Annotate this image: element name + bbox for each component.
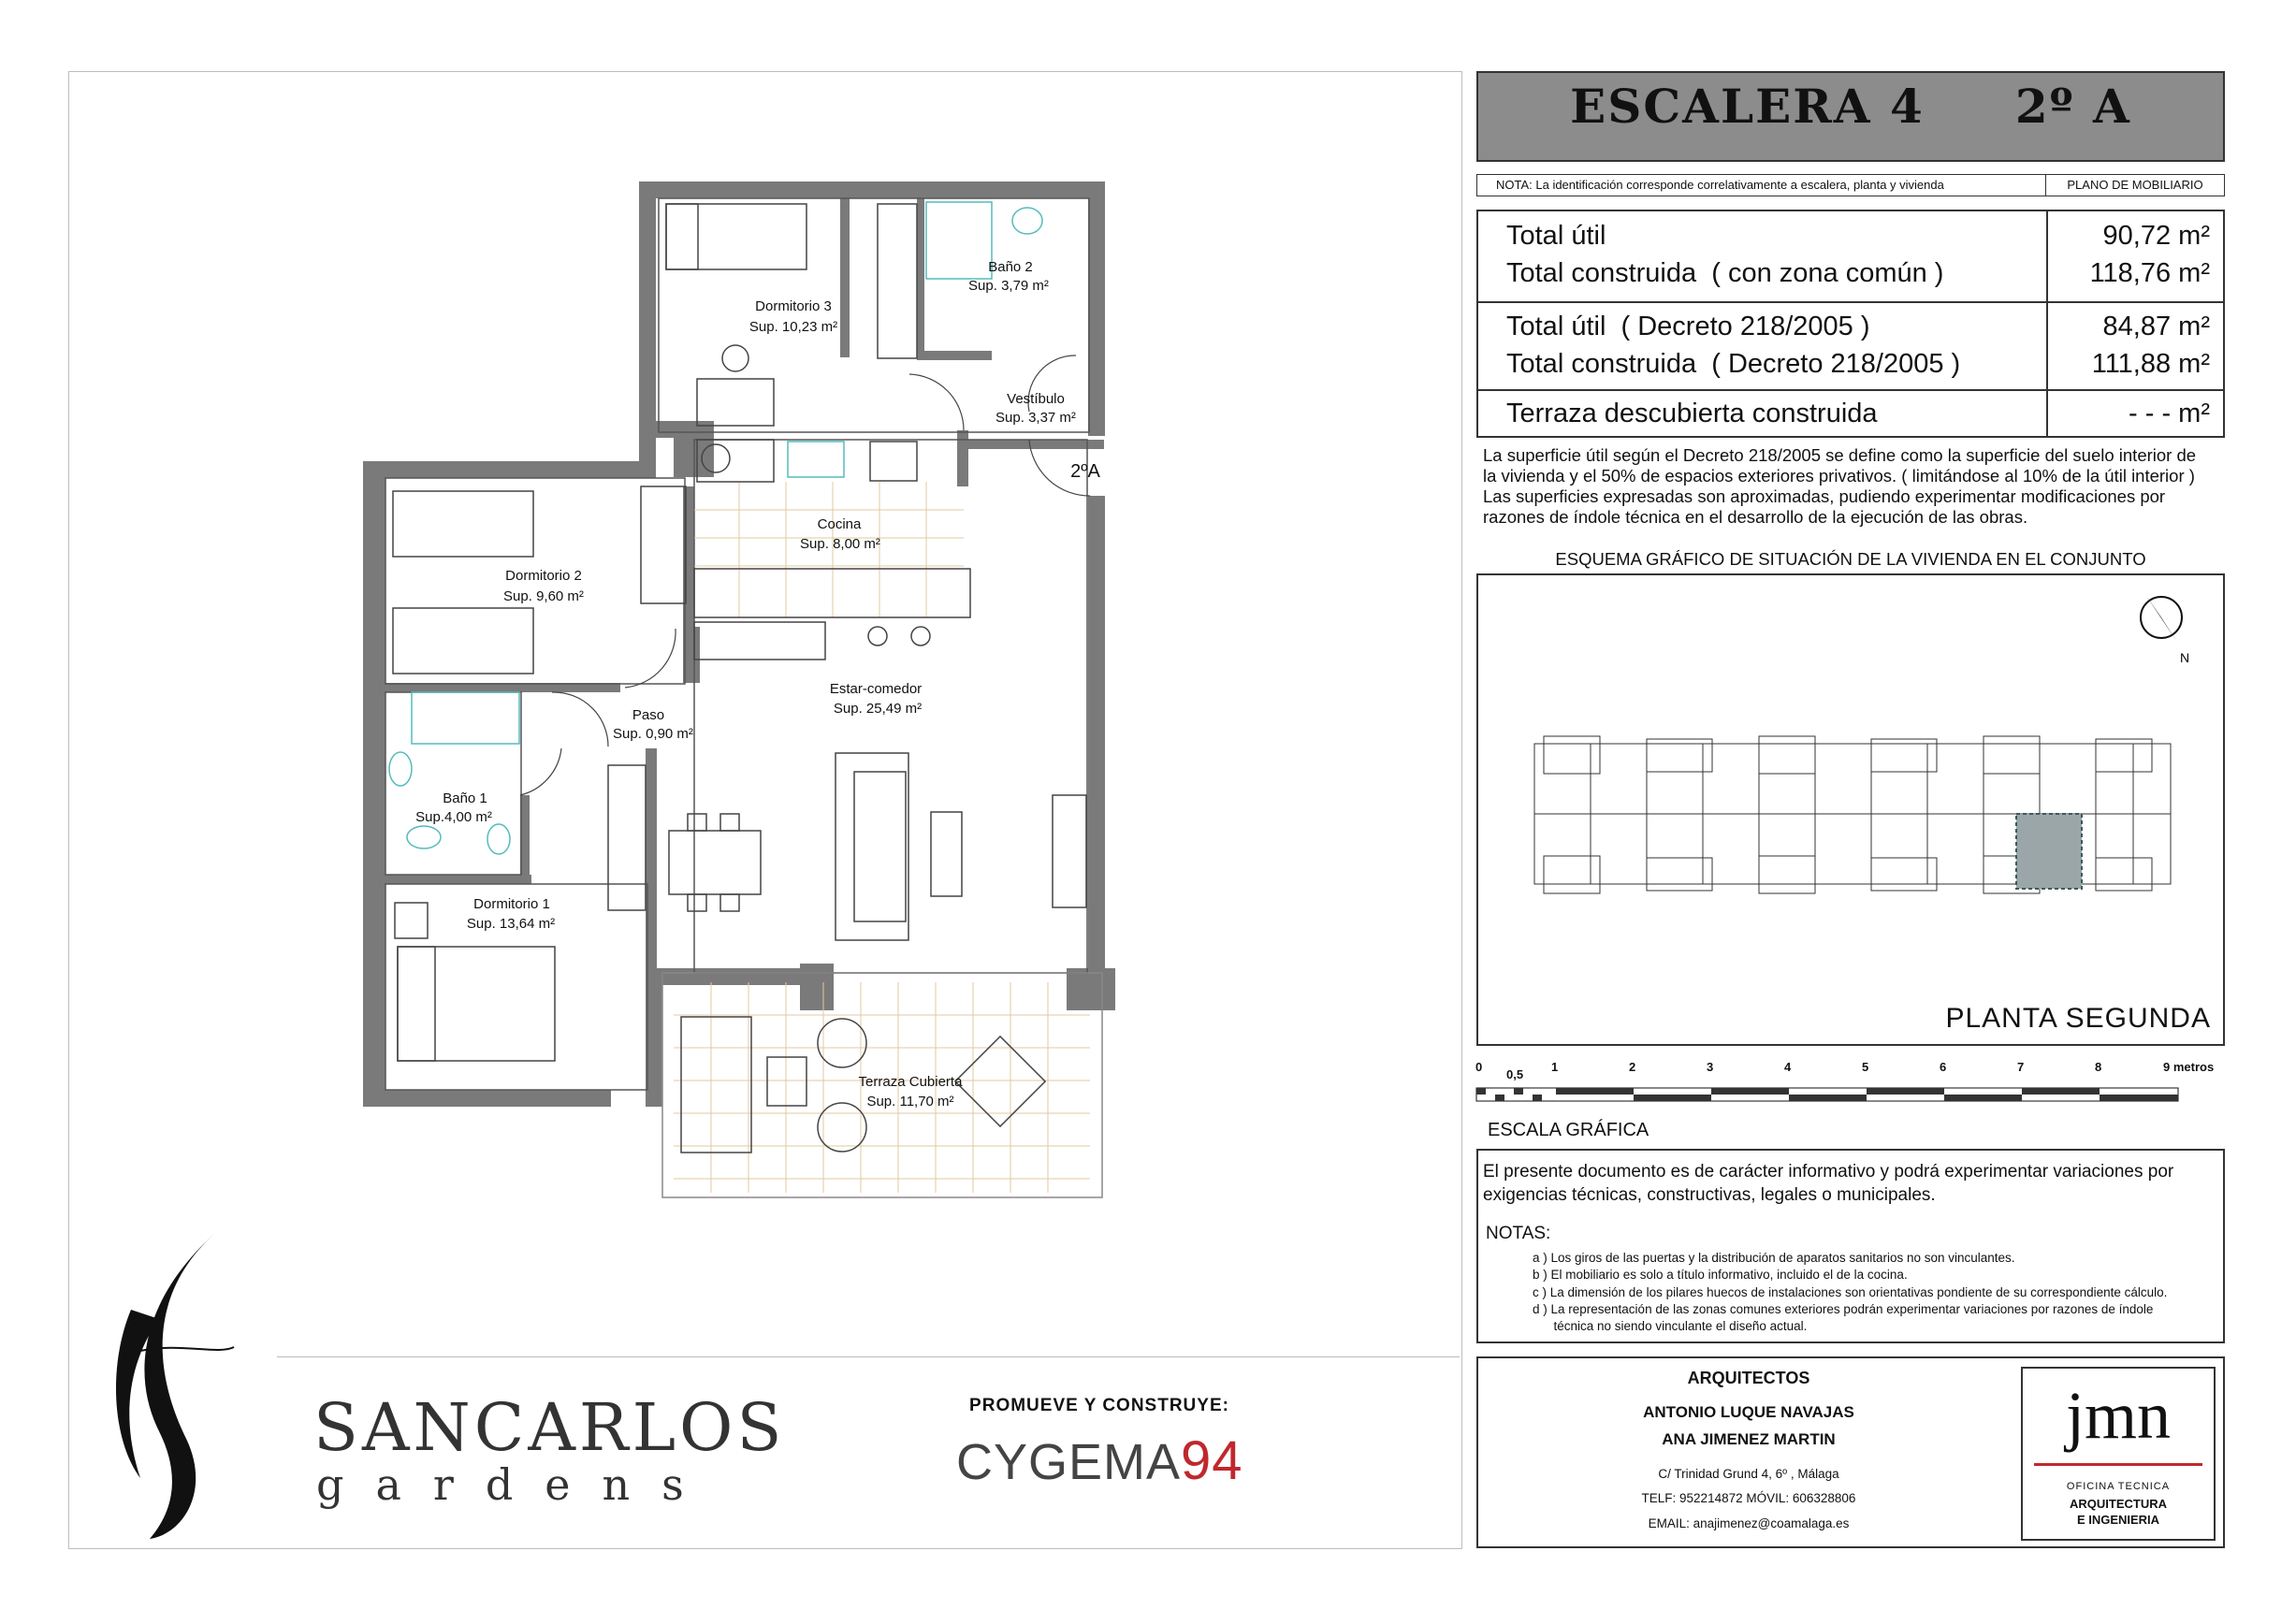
room-area: Sup. 25,49 m² [833,701,923,717]
architect-name: ANTONIO LUQUE NAVAJAS [1643,1403,1854,1421]
scale-tick: 5 [1862,1060,1869,1074]
area-label: Total construida ( Decreto 218/2005 ) [1506,349,1961,379]
site-schema [1478,575,2223,1006]
area-value: - - - m² [2129,399,2210,428]
note-bar [1476,174,2225,196]
area-label: Total útil [1506,221,1606,251]
room-area: Sup. 10,23 m² [748,319,838,335]
room-area: Sup. 9,60 m² [503,588,584,604]
room-name: Baño 1 [443,790,487,806]
room-name: Vestíbulo [1007,391,1065,407]
scale-segments [1476,1088,2178,1101]
room-area: Sup. 3,37 m² [995,410,1076,426]
room-area: Sup. 13,64 m² [466,916,556,932]
room-area: Sup. 0,90 m² [613,726,693,742]
scale-ticks [1475,1060,2214,1081]
jmn-line: OFICINA TECNICA [2066,1481,2171,1492]
page-title [1476,79,2225,134]
scale-tick: 1 [1551,1060,1559,1074]
floor-label: PLANTA SEGUNDA [1945,1003,2211,1034]
north-icon [2141,596,2189,665]
room-area: Sup. 3,79 m² [968,278,1049,294]
architects-phones: TELF: 952214872 MÓVIL: 606328806 [1641,1491,1856,1505]
floor-plan [0,0,1469,1216]
area-value: 90,72 m² [2102,221,2210,251]
bathtub [412,692,519,744]
note-text: NOTA: La identificación corresponde correlativamente a escalera, planta y vivienda [1477,175,2046,196]
lounger [681,1017,751,1153]
area-label: Terraza descubierta construida [1506,399,1878,428]
scale-tick: 3 [1707,1060,1714,1074]
side-table [767,1057,807,1106]
architects-email: EMAIL: anajimenez@coamalaga.es [1648,1516,1850,1530]
table-divider [2046,211,2048,436]
area-value: 84,87 m² [2102,312,2210,341]
plan-type: PLANO DE MOBILIARIO [2067,178,2203,192]
disclaimer-text [1483,1160,2213,1207]
scale-tick: 2 [1629,1060,1636,1074]
surface-note-line: Las superficies expresadas son aproximadas, pudiendo experimentar modificaciones por [1483,486,2166,506]
note-item: técnica no siendo vinculante el diseño actual. [1533,1319,1808,1333]
room-name: Dormitorio 1 [473,896,550,912]
divider [277,1356,1460,1357]
area-value: 118,76 m² [2089,258,2210,288]
room-name: Dormitorio 2 [505,568,582,584]
north-label: N [2180,650,2190,665]
scale-tick: 0 [1475,1060,1483,1074]
sofa [836,753,908,940]
area-value: 111,88 m² [2091,349,2210,379]
room-name: Baño 2 [988,259,1033,275]
notes-title: NOTAS: [1486,1224,1551,1243]
bed-2b [393,608,533,674]
schema-title: ESQUEMA GRÁFICO DE SITUACIÓN DE LA VIVIENDA EN EL CONJUNTO [1555,549,2146,569]
title-escalera: ESCALERA 4 [1570,79,1925,134]
shower-2 [926,202,992,279]
jmn-line: E INGENIERIA [2076,1513,2160,1527]
tv-unit [1053,795,1086,907]
room-area: Sup. 8,00 m² [800,536,880,552]
note-item: d ) La representación de las zonas comunes exteriores podrán experimentar variaciones por razones de índole [1533,1302,2154,1316]
scale-tick: 8 [2095,1060,2102,1074]
scale-label: ESCALA GRÁFICA [1488,1120,1649,1140]
note-item: c ) La dimensión de los pilares huecos de instalaciones son orientativas pondiente de su correspondiente cálculo. [1533,1285,2168,1299]
unit-highlight [2016,814,2082,889]
bed-2a [393,491,533,557]
developer-logo-num: 94 [1181,1430,1243,1491]
jmn-logo: jmn [2065,1378,2171,1453]
note-item: b ) El mobiliario es solo a título informativo, incluido el de la cocina. [1533,1268,1908,1282]
room-name: Dormitorio 3 [755,298,832,314]
furniture [389,202,1086,1153]
area-label: Total útil ( Decreto 218/2005 ) [1506,312,1870,341]
surface-note-line: la vivienda y el 50% de espacios exteriores privativos. ( limitándose al 10% de la útil interior ) [1483,466,2195,486]
area-label: Total construida ( con zona común ) [1506,258,1944,288]
table-divider [1478,301,2223,303]
developer-logo-text: CYGEMA [956,1434,1182,1490]
note-item: a ) Los giros de las puertas y la distribución de aparatos sanitarios no son vinculantes. [1533,1251,2015,1265]
dining-table [669,831,761,894]
architects-heading: ARQUITECTOS [1687,1369,1810,1387]
developer-label: PROMUEVE Y CONSTRUYE: [969,1396,1229,1415]
desk-3 [697,379,774,426]
room-area: Sup.4,00 m² [415,809,492,825]
jmn-line: ARQUITECTURA [2070,1497,2167,1511]
bed-1 [398,947,555,1061]
room-name: Terraza Cubierta [858,1074,963,1090]
surface-note-line: La superficie útil según el Decreto 218/2005 se define como la superficie del suelo interior de [1483,445,2197,465]
scale-tick: 7 [2017,1060,2025,1074]
brand-sub: gardens [316,1459,716,1510]
scale-tick: 6 [1940,1060,1947,1074]
jmn-logo-box [2021,1367,2216,1541]
bed-3 [666,204,807,269]
scale-tick: 4 [1784,1060,1792,1074]
scale-tick: 0,5 [1506,1067,1524,1081]
scale-bar [1474,1055,2231,1111]
disclaimer-line: exigencias técnicas, constructivas, legales o municipales. [1483,1185,1936,1205]
surface-note-line: razones de índole técnica en el desarrollo de la ejecución de las obras. [1483,507,2028,527]
room-name: Estar-comedor [829,681,923,697]
architect-name: ANA JIMENEZ MARTIN [1662,1430,1836,1448]
room-area: Sup. 11,70 m² [866,1094,954,1109]
jmn-rule [2034,1463,2202,1466]
disclaimer-line: El presente documento es de carácter informativo y podrá experimentar variaciones por [1483,1162,2174,1182]
walls [363,181,1115,1107]
surface-note [1483,445,2231,528]
sancarlos-emblem [103,1225,243,1544]
architects-address: C/ Trinidad Grund 4, 6º , Málaga [1658,1467,1839,1481]
unit-label: 2ºA [1070,461,1100,482]
table-divider [1478,389,2223,391]
scale-tick: 9 metros [2163,1060,2215,1074]
title-unit: 2º A [2014,79,2131,134]
areas-table [1476,210,2225,438]
coffee-table [931,812,962,896]
developer-logo [956,1429,1243,1492]
brand-name: SANCARLOS [313,1389,786,1466]
room-name: Cocina [817,516,862,532]
room-name: Paso [632,707,665,723]
